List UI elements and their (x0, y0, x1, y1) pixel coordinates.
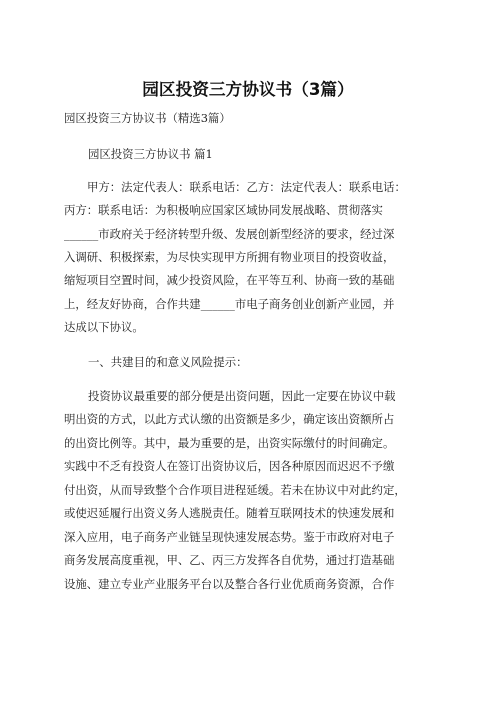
paragraph-line: 设施、建立专业产业服务平台以及整合各行业优质商务资源，合作 (64, 577, 395, 591)
paragraph-line: 上，经友好协商，合作共建______市电子商务创业创新产业园，并 (64, 297, 395, 311)
section-heading: 园区投资三方协议书 篇1 (88, 147, 213, 161)
paragraph-line: 达成以下协议。 (64, 320, 144, 334)
paragraph-line: 或使迟延履行出资义务人逃脱责任。随着互联网技术的快速发展和 (64, 506, 395, 520)
paragraph-line: 丙方：联系电话：为积极响应国家区域协同发展战略、贯彻落实 (64, 203, 383, 217)
paragraph-line: 甲方：法定代表人：联系电话：乙方：法定代表人：联系电话： (87, 180, 406, 194)
paragraph-line: 的出资比例等。其中，最为重要的是，出资实际缴付的时间确定。 (64, 436, 395, 450)
paragraph-line: 入调研、积极探索，为尽快实现甲方所拥有物业项目的投资收益， (64, 250, 395, 264)
paragraph-line: 付出资，从而导致整个合作项目进程延缓。若未在协议中对此约定， (64, 483, 406, 497)
section-heading: 一、共建目的和意义风险提示： (88, 355, 248, 369)
paragraph-line: 商务发展高度重视，甲、乙、丙三方发挥各自优势，通过打造基础 (64, 553, 395, 567)
paragraph-line: 实践中不乏有投资人在签订出资协议后，因各种原因而迟迟不予缴 (64, 459, 395, 473)
paragraph-line: 深入应用，电子商务产业链呈现快速发展态势。鉴于市政府对电子 (64, 530, 395, 544)
paragraph-line: ______市政府关于经济转型升级、发展创新型经济的要求，经过深 (64, 227, 395, 241)
paragraph-line: 投资协议最重要的部分便是出资问题，因此一定要在协议中载 (88, 389, 396, 403)
document-subtitle: 园区投资三方协议书（精选3篇） (64, 111, 231, 125)
paragraph-line: 缩短项目空置时间，减少投资风险，在平等互利、协商一致的基础 (64, 273, 395, 287)
document-title: 园区投资三方协议书（3篇） (142, 80, 354, 99)
paragraph-line: 明出资的方式，以此方式认缴的出资额是多少，确定该出资额所占 (64, 412, 395, 426)
